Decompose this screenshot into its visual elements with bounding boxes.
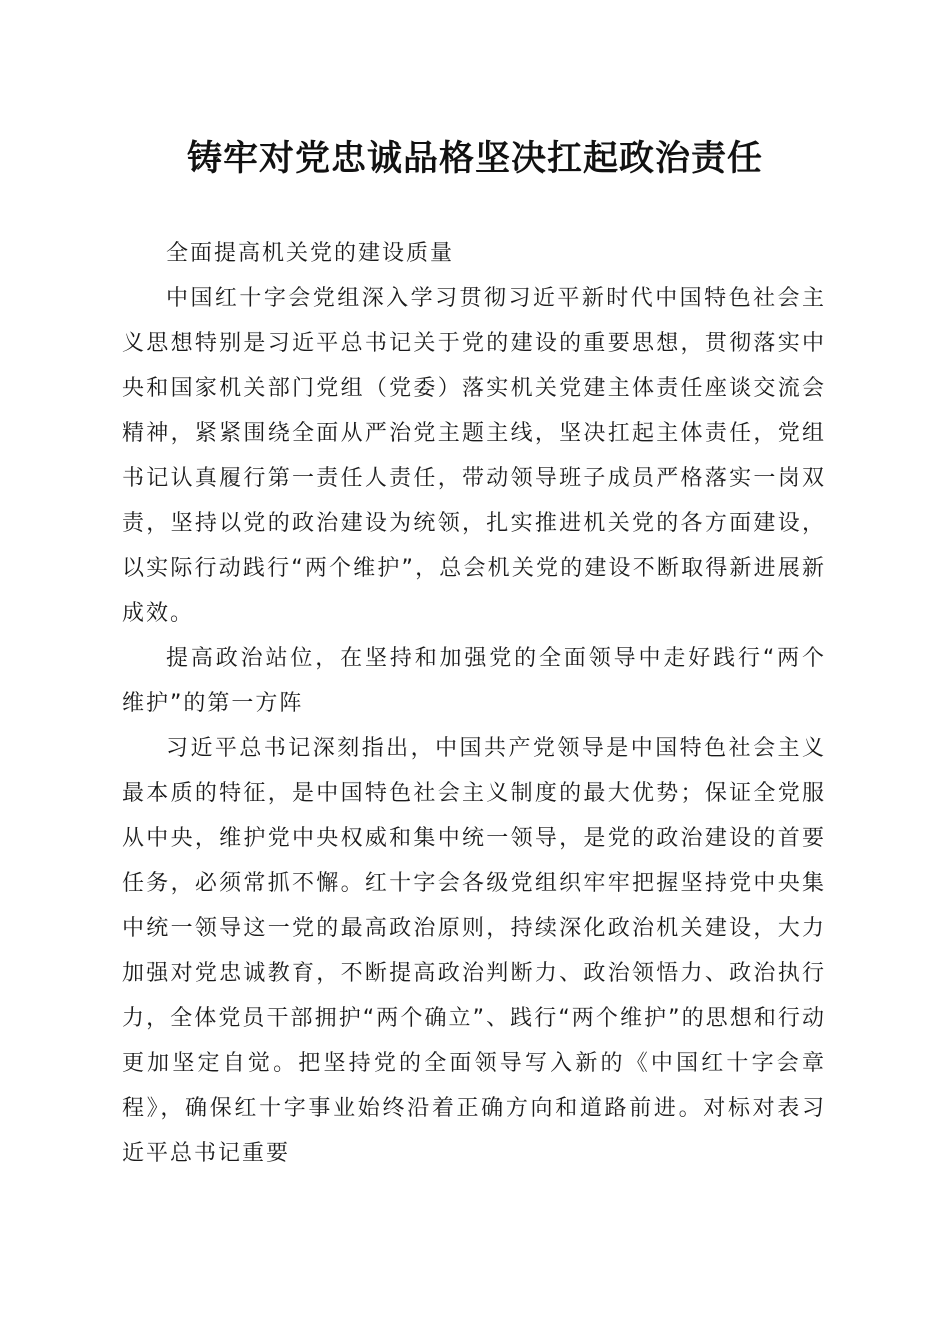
- body-paragraph-2: 习近平总书记深刻指出，中国共产党领导是中国特色社会主义最本质的特征，是中国特色社会主义制度的最大优势；保证全党服从中央，维护党中央权威和集中统一领导，是党的政治建设的首要任务，必须常抓不懈。红十字会各级党组织牢牢把握坚持党中央集中统一领导这一党的最高政治原则，持续深化政治机关建设，大力加强对党忠诚教育，不断提高政治判断力、政治领悟力、政治执行力，全体党员干部拥护“两个确立”、践行“两个维护”的思想和行动更加坚定自觉。把坚持党的全面领导写入新的《中国红十字会章程》，确保红十字事业始终沿着正确方向和道路前进。对标对表习近平总书记重要: [122, 736, 826, 1166]
- section-heading-1: 全面提高机关党的建设质量: [166, 241, 455, 266]
- document-body: [122, 231, 826, 1176]
- body-paragraph-1: 中国红十字会党组深入学习贯彻习近平新时代中国特色社会主义思想特别是习近平总书记关于党的建设的重要思想，贯彻落实中央和国家机关部门党组（党委）落实机关党建主体责任座谈交流会精神，紧紧围绕全面从严治党主题主线，坚决扛起主体责任，党组书记认真履行第一责任人责任，带动领导班子成员严格落实一岗双责，坚持以党的政治建设为统领，扎实推进机关党的各方面建设，以实际行动践行“两个维护”，总会机关党的建设不断取得新进展新成效。: [122, 286, 826, 626]
- document-title: 铸牢对党忠诚品格坚决扛起政治责任: [186, 138, 763, 179]
- section-heading-2: 提高政治站位，在坚持和加强党的全面领导中走好践行“两个维护”的第一方阵: [122, 646, 826, 716]
